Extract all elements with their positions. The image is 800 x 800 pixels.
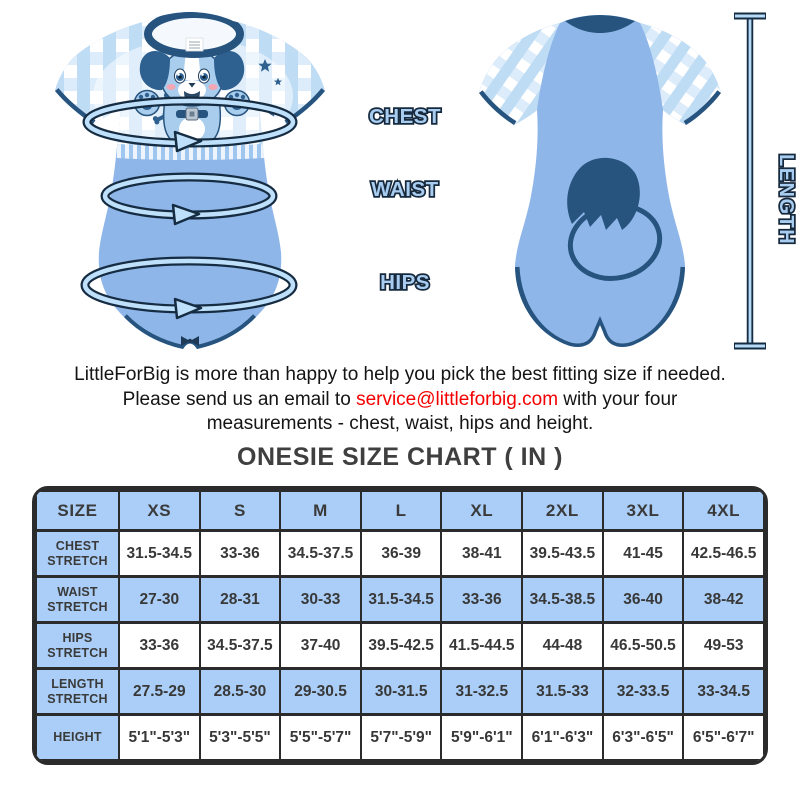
- size-chart: [35, 489, 765, 762]
- note-line2: Please send us an email to service@littleforbig.com with your four: [122, 388, 678, 410]
- puppy-eye-right: [199, 69, 210, 83]
- column-header-3xl: 3XL: [603, 491, 684, 531]
- size-value-cell: 6'1"-6'3": [522, 715, 603, 761]
- size-value-cell: 36-39: [361, 531, 442, 577]
- size-value-cell: 29-30.5: [280, 669, 361, 715]
- column-header-xl: XL: [441, 491, 522, 531]
- size-value-cell: 5'1"-5'3": [119, 715, 200, 761]
- size-value-cell: 5'5"-5'7": [280, 715, 361, 761]
- size-value-cell: 42.5-46.5: [683, 531, 764, 577]
- hips-label: HIPS: [380, 271, 430, 294]
- size-value-cell: 28.5-30: [200, 669, 281, 715]
- row-label: CHEST STRETCH: [36, 531, 119, 577]
- row-label: HIPS STRETCH: [36, 623, 119, 669]
- size-value-cell: 38-42: [683, 577, 764, 623]
- size-value-cell: 39.5-43.5: [522, 531, 603, 577]
- size-value-cell: 31.5-33: [522, 669, 603, 715]
- size-value-cell: 34.5-37.5: [200, 623, 281, 669]
- size-value-cell: 34.5-37.5: [280, 531, 361, 577]
- size-value-cell: 33-36: [441, 577, 522, 623]
- row-label: HEIGHT: [36, 715, 119, 761]
- front-onesie-image: [25, 0, 355, 365]
- size-value-cell: 41-45: [603, 531, 684, 577]
- size-value-cell: 5'7"-5'9": [361, 715, 442, 761]
- size-value-cell: 33-34.5: [683, 669, 764, 715]
- length-label: LENGTH: [775, 154, 797, 246]
- note-line1: LittleForBig is more than happy to help you pick the best fitting size if needed.: [74, 364, 726, 385]
- size-value-cell: 33-36: [119, 623, 200, 669]
- chart-title: ONESIE SIZE CHART ( IN ): [237, 443, 563, 471]
- neck-tag: [186, 38, 203, 51]
- size-value-cell: 33-36: [200, 531, 281, 577]
- size-value-cell: 31.5-34.5: [361, 577, 442, 623]
- size-chart-table: [32, 486, 768, 765]
- column-header-size: SIZE: [36, 491, 119, 531]
- size-value-cell: 34.5-38.5: [522, 577, 603, 623]
- table-row: [36, 623, 764, 669]
- size-value-cell: 6'3"-6'5": [603, 715, 684, 761]
- size-value-cell: 41.5-44.5: [441, 623, 522, 669]
- size-value-cell: 31-32.5: [441, 669, 522, 715]
- column-header-4xl: 4XL: [683, 491, 764, 531]
- table-body: [36, 531, 764, 761]
- crotch-notch: [183, 344, 197, 350]
- length-measure-line: [734, 16, 766, 346]
- column-header-2xl: 2XL: [522, 491, 603, 531]
- size-value-cell: 37-40: [280, 623, 361, 669]
- back-onesie-image: [465, 5, 735, 360]
- size-value-cell: 31.5-34.5: [119, 531, 200, 577]
- size-value-cell: 27-30: [119, 577, 200, 623]
- size-value-cell: 44-48: [522, 623, 603, 669]
- header-row: [36, 491, 764, 531]
- puppy-blush-left: [167, 84, 176, 90]
- size-value-cell: 36-40: [603, 577, 684, 623]
- size-value-cell: 5'9"-6'1": [441, 715, 522, 761]
- waist-label: WAIST: [371, 178, 439, 201]
- column-header-s: S: [200, 491, 281, 531]
- table-row: [36, 715, 764, 761]
- size-value-cell: 27.5-29: [119, 669, 200, 715]
- fitting-note: [0, 363, 800, 437]
- column-header-m: M: [280, 491, 361, 531]
- chest-label: CHEST: [369, 105, 441, 128]
- size-value-cell: 46.5-50.5: [603, 623, 684, 669]
- size-value-cell: 30-33: [280, 577, 361, 623]
- note-line3: measurements - chest, waist, hips and height.: [206, 413, 594, 434]
- size-value-cell: 5'3"-5'5": [200, 715, 281, 761]
- column-header-xs: XS: [119, 491, 200, 531]
- size-value-cell: 39.5-42.5: [361, 623, 442, 669]
- table-row: [36, 577, 764, 623]
- table-row: [36, 531, 764, 577]
- table-row: [36, 669, 764, 715]
- column-header-l: L: [361, 491, 442, 531]
- size-value-cell: 38-41: [441, 531, 522, 577]
- puppy-eye-left: [175, 69, 186, 83]
- measurement-labels: [335, 95, 475, 305]
- row-label: LENGTH STRETCH: [36, 669, 119, 715]
- puppy-blush-right: [209, 84, 218, 90]
- size-value-cell: 6'5"-6'7": [683, 715, 764, 761]
- length-indicator: [712, 6, 800, 358]
- support-email: service@littleforbig.com: [356, 388, 559, 410]
- size-value-cell: 32-33.5: [603, 669, 684, 715]
- row-label: WAIST STRETCH: [36, 577, 119, 623]
- size-value-cell: 49-53: [683, 623, 764, 669]
- size-value-cell: 30-31.5: [361, 669, 442, 715]
- size-value-cell: 28-31: [200, 577, 281, 623]
